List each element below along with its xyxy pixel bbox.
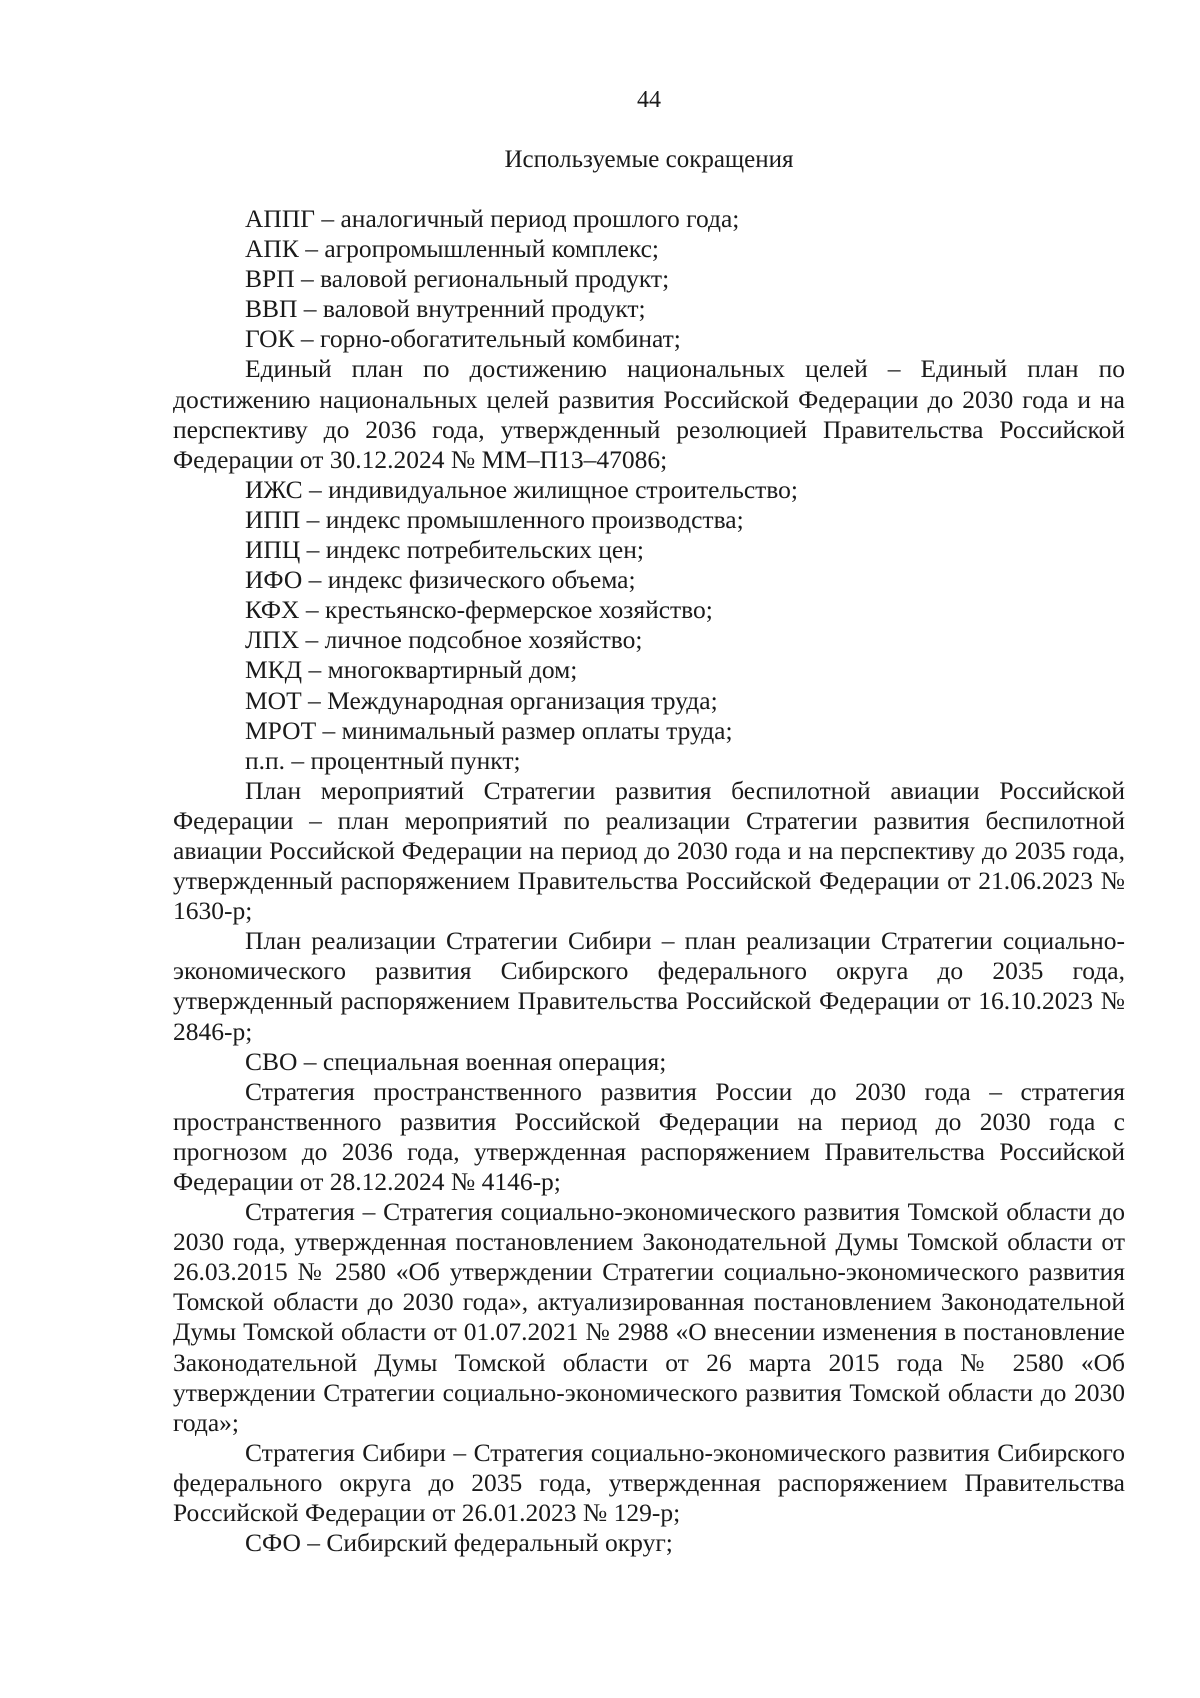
abbreviation-entry-ipp: ИПП – индекс промышленного производства; bbox=[245, 504, 744, 534]
abbreviation-entry-drone-plan: План мероприятий Стратегии развития беспилотной авиации Российской Федерации – план мероприятий по реализации Стратегии развития беспилотной авиации Российской Федерации на период до 2030 года и на перспективу до 2035 года, утвержденный распоряжением Правительства Российской Федерации от 21.06.2023 № 1630-р; bbox=[173, 775, 1125, 926]
abbreviations-list bbox=[173, 204, 1125, 1558]
abbreviation-entry-siberia-strategy: Стратегия Сибири – Стратегия социально-экономического развития Сибирского федерального округа до 2035 года, утвержденная распоряжением Правительства Российской Федерации от 26.01.2023 № 129-р; bbox=[173, 1437, 1125, 1528]
abbreviation-entry-izhs: ИЖС – индивидуальное жилищное строительство; bbox=[245, 474, 798, 504]
abbreviation-entry-mkd: МКД – многоквартирный дом; bbox=[245, 655, 578, 685]
abbreviation-entry-appg: АППГ – аналогичный период прошлого года; bbox=[245, 204, 740, 233]
abbreviation-entry-ipc: ИПЦ – индекс потребительских цен; bbox=[245, 535, 644, 565]
abbreviation-entry-ifo: ИФО – индекс физического объема; bbox=[245, 565, 636, 595]
abbreviation-entry-vrp: ВРП – валовой региональный продукт; bbox=[245, 264, 670, 294]
abbreviation-entry-mrot: МРОТ – минимальный размер оплаты труда; bbox=[245, 715, 733, 745]
abbreviation-entry-pp: п.п. – процентный пункт; bbox=[245, 745, 521, 775]
abbreviation-entry-vvp: ВВП – валовой внутренний продукт; bbox=[245, 294, 646, 324]
abbreviation-entry-apk: АПК – агропромышленный комплекс; bbox=[245, 234, 660, 264]
abbreviation-entry-kfh: КФХ – крестьянско-фермерское хозяйство; bbox=[245, 595, 713, 625]
abbreviation-entry-lph: ЛПХ – личное подсобное хозяйство; bbox=[245, 625, 643, 655]
abbreviation-entry-unified-plan: Единый план по достижению национальных целей – Единый план по достижению национальных целей развития Российской Федерации до 2030 года и на перспективу до 2036 года, утвержденный резолюцией Правительства Российской Федерации от 30.12.2024 № ММ–П13–47086; bbox=[173, 354, 1125, 474]
abbreviation-entry-siberia-plan: План реализации Стратегии Сибири – план реализации Стратегии социально-экономического развития Сибирского федерального округа до 2035 года, утвержденный распоряжением Правительства Российской Федерации от 16.10.2023 № 2846-р; bbox=[173, 926, 1125, 1046]
abbreviation-entry-svo: СВО – специальная военная операция; bbox=[245, 1046, 667, 1076]
abbreviation-entry-sfo: СФО – Сибирский федеральный округ; bbox=[245, 1528, 673, 1558]
section-heading: Используемые сокращения bbox=[504, 146, 794, 173]
abbreviation-entry-mot: МОТ – Международная организация труда; bbox=[245, 685, 718, 715]
abbreviation-entry-spatial-strategy: Стратегия пространственного развития России до 2030 года – стратегия пространственного развития Российской Федерации на период до 2030 года с прогнозом до 2036 года, утвержденная распоряжением Правительства Российской Федерации от 28.12.2024 № 4146-р; bbox=[173, 1076, 1125, 1196]
page-number: 44 bbox=[637, 87, 661, 113]
abbreviation-entry-gok: ГОК – горно-обогатительный комбинат; bbox=[245, 324, 681, 354]
abbreviation-entry-strategy: Стратегия – Стратегия социально-экономического развития Томской области до 2030 года, утвержденная постановлением Законодательной Думы Томской области от 26.03.2015 № 2580 «Об утверждении Стратегии социально-экономического развития Томской области до 2030 года», актуализированная постановлением Законодательной Думы Томской области от 01.07.2021 № 2988 «О внесении изменения в постановление Законодательной Думы Томской области от 26 марта 2015 года № 2580 «Об утверждении Стратегии социально-экономического развития Томской области до 2030 года»; bbox=[173, 1197, 1125, 1437]
